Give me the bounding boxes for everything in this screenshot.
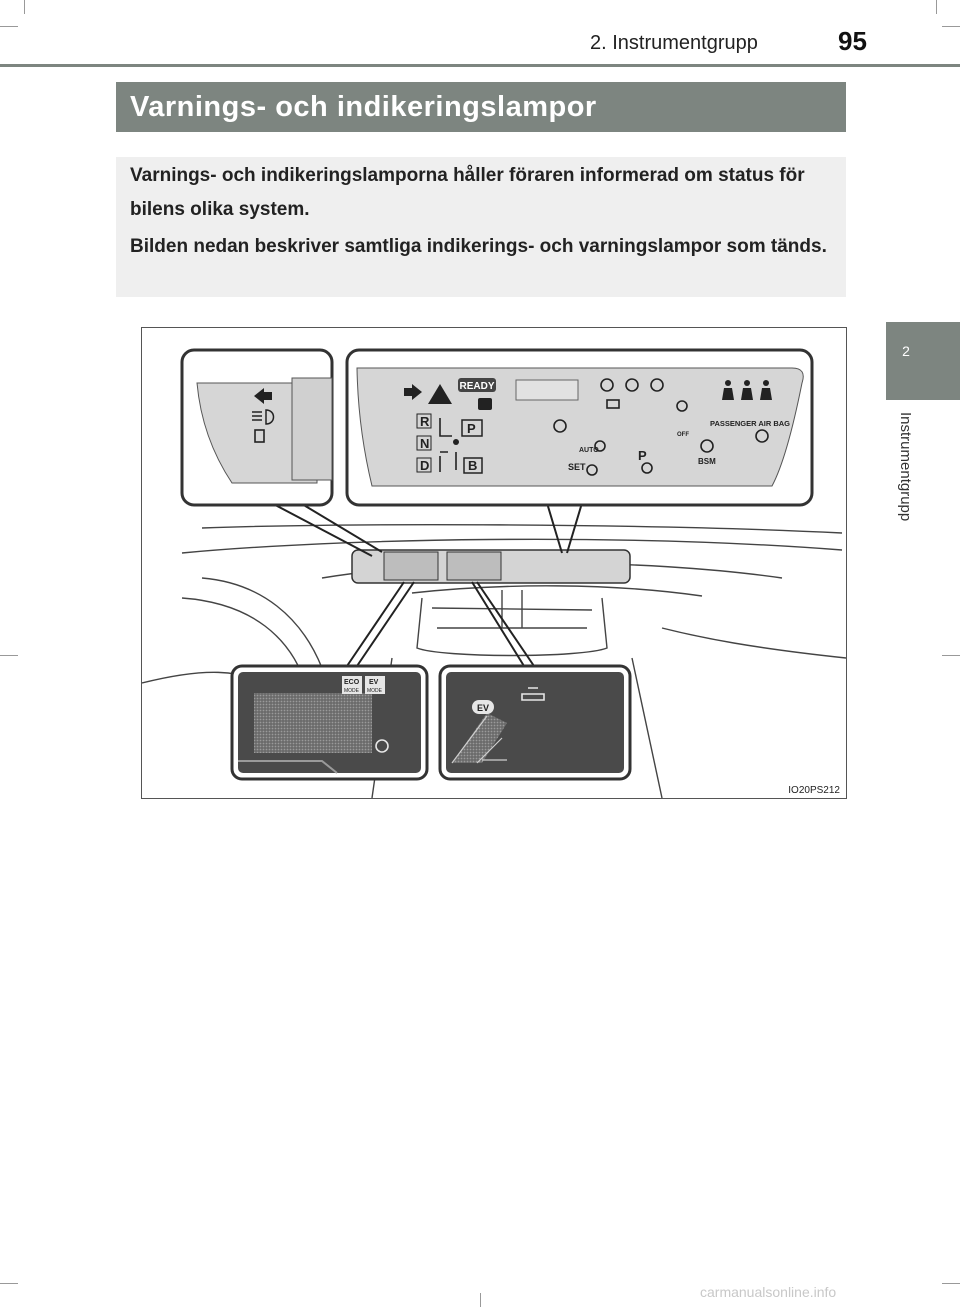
security-lock-icon — [478, 398, 492, 410]
crop-mark — [480, 1293, 481, 1307]
crop-mark — [0, 26, 18, 27]
crop-mark — [942, 655, 960, 656]
off-indicator: OFF — [677, 432, 689, 438]
gear-n-indicator: N — [420, 436, 430, 451]
ev-indicator-label: EV — [477, 703, 490, 713]
dashboard-figure — [141, 327, 847, 799]
chapter-tab — [886, 322, 960, 400]
page-number: 95 — [838, 26, 867, 56]
chapter-tab-label: Instrumentgrupp — [897, 412, 914, 522]
crop-mark — [0, 655, 18, 656]
crop-mark — [24, 0, 25, 14]
passenger-airbag-indicator: PASSENGER AIR BAG — [710, 419, 791, 428]
chapter-tab-number: 2 — [902, 343, 910, 359]
parking-assist-indicator: P — [638, 448, 647, 463]
callout-left-panel — [182, 350, 332, 505]
crop-mark — [942, 26, 960, 27]
auto-indicator: AUTO — [579, 447, 599, 454]
eco-mode-label-1: ECO — [344, 679, 360, 686]
section-title: Varnings- och indikeringslampor — [130, 91, 597, 123]
intro-paragraph-1: Varnings- och indikeringslamporna håller föraren informerad om status för bilens olika system. — [130, 165, 805, 220]
header-rule — [0, 64, 960, 67]
gear-r-indicator: R — [420, 414, 430, 429]
figure-id: IO20PS212 — [788, 785, 840, 796]
intro-paragraph-2: Bilden nedan beskriver samtliga indikerings- och varningslampor som tänds. — [130, 236, 827, 257]
bsm-indicator: BSM — [698, 457, 716, 466]
watermark-logo — [700, 1283, 950, 1303]
chapter-title: 2. Instrumentgrupp — [590, 32, 758, 54]
svg-text:carmanualsonline.info: carmanualsonline.info — [700, 1284, 837, 1300]
dashboard-illustration — [142, 328, 846, 798]
gear-p-indicator: P — [467, 421, 476, 436]
ev-mode-label-1: EV — [369, 679, 379, 686]
callout-bottom-left-panel — [232, 666, 427, 779]
gear-b-indicator: B — [468, 458, 478, 473]
chapter-tab-label-wrap — [894, 412, 914, 572]
seatbelt-reminders — [722, 380, 772, 400]
multi-info-display — [254, 693, 372, 753]
intro-box — [116, 157, 846, 297]
ready-indicator: READY — [459, 381, 495, 392]
display-window-left — [384, 552, 438, 580]
eco-mode-label-2: MODE — [344, 688, 359, 694]
callout-bottom-right-panel — [440, 666, 630, 779]
section-title-bar — [116, 82, 846, 132]
gear-d-indicator: D — [420, 458, 430, 473]
display-window-right — [447, 552, 501, 580]
footer-watermark — [700, 1283, 950, 1306]
crop-mark — [936, 0, 937, 14]
ev-mode-label-2: MODE — [367, 688, 382, 694]
callout-right-panel — [347, 350, 812, 505]
set-indicator: SET — [568, 462, 586, 472]
crop-mark — [0, 1283, 18, 1284]
